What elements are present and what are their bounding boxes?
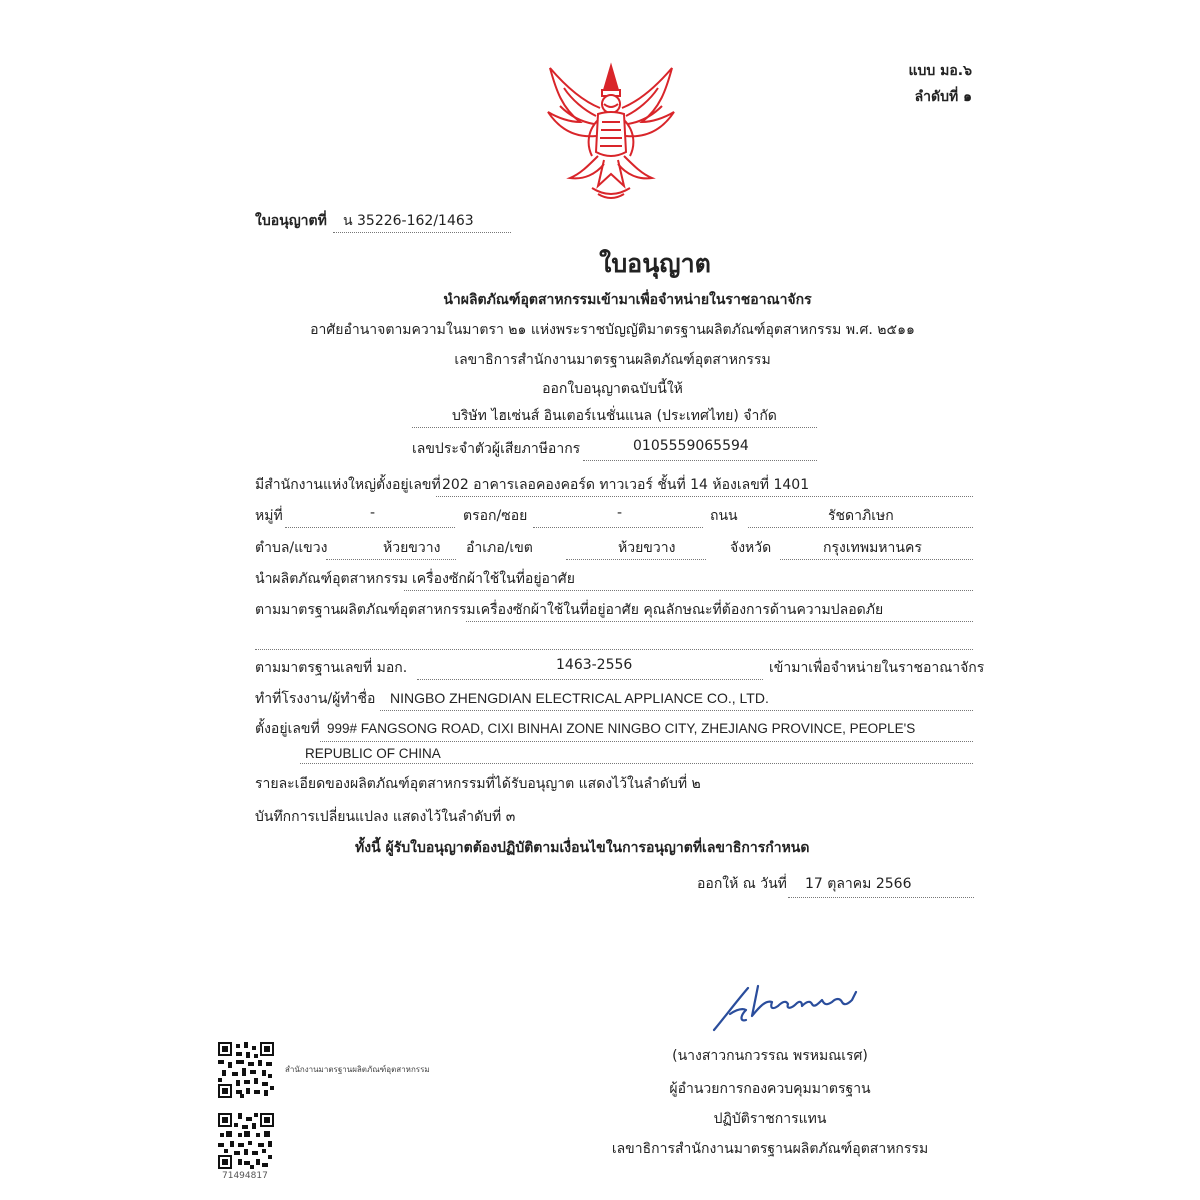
factory-address-line2: REPUBLIC OF CHINA [305,746,441,761]
standard-label: ตามมาตรฐานผลิตภัณฑ์อุตสาหกรรม [255,602,476,618]
company-name: บริษัท ไฮเซ่นส์ อินเตอร์เนชั่นแนล (ประเทศไทย) จำกัด [452,408,777,424]
subdistrict-label: ตำบล/แขวง [255,540,328,556]
road-value: รัชดาภิเษก [828,508,894,524]
standard-no-suffix: เข้ามาเพื่อจำหน่ายในราชอาณาจักร [769,660,985,676]
authority-line-2: เลขาธิการสำนักงานมาตรฐานผลิตภัณฑ์อุตสาหกรรม [454,352,771,368]
condition-note: ทั้งนี้ ผู้รับใบอนุญาตต้องปฏิบัติตามเงื่อนไขในการอนุญาตที่เลขาธิการกำหนด [355,840,810,856]
factory-label: ทำที่โรงงาน/ผู้ทำชื่อ [255,691,376,707]
head-office-label: มีสำนักงานแห่งใหญ่ตั้งอยู่เลขที่ [255,477,441,493]
qr-code-icon[interactable] [218,1042,274,1098]
province-label: จังหวัด [730,540,772,556]
changes-note: บันทึกการเปลี่ยนแปลง แสดงไว้ในลำดับที่ ๓ [255,809,516,825]
product-label: นำผลิตภัณฑ์อุตสาหกรรม [255,571,409,587]
form-code: แบบ มอ.๖ [908,63,972,79]
moo-value: - [370,505,376,521]
authority-line-3: ออกใบอนุญาตฉบับนี้ให้ [542,381,683,397]
authority-line-1: อาศัยอำนาจตามความในมาตรา ๒๑ แห่งพระราชบัญญัติมาตรฐานผลิตภัณฑ์อุตสาหกรรม พ.ศ. ๒๕๑๑ [310,322,915,338]
document-number: 71494817 [222,1171,268,1181]
district-label: อำเภอ/เขต [466,540,533,556]
province-value: กรุงเทพมหานคร [823,540,922,556]
standard-value: เครื่องซักผ้าใช้ในที่อยู่อาศัย คุณลักษณะที่ต้องการด้านความปลอดภัย [476,602,884,618]
moo-label: หมู่ที่ [255,508,283,524]
signatory-name: (นางสาวกนกวรรณ พรหมณเรศ) [672,1048,868,1064]
product-value: เครื่องซักผ้าใช้ในที่อยู่อาศัย [412,571,575,587]
road-label: ถนน [710,508,738,524]
signature-image [706,980,866,1036]
issue-date-label: ออกให้ ณ วันที่ [697,876,787,892]
district-value: ห้วยขวาง [618,540,676,556]
tax-id-value: 0105559065594 [633,438,749,454]
factory-address-line1: 999# FANGSONG ROAD, CIXI BINHAI ZONE NINGBO CITY, ZHEJIANG PROVINCE, PEOPLE'S [327,721,916,736]
form-code-block [908,58,972,110]
qr-code-icon[interactable] [218,1113,274,1169]
head-office-value: 202 อาคารเลอคองคอร์ด ทาวเวอร์ ชั้นที่ 14 ห้องเลขที่ 1401 [442,477,810,493]
license-no-value: น 35226-162/1463 [343,213,474,229]
signatory-position-3: เลขาธิการสำนักงานมาตรฐานผลิตภัณฑ์อุตสาหกรรม [611,1141,929,1157]
factory-address-label: ตั้งอยู่เลขที่ [255,721,320,737]
standard-no-label: ตามมาตรฐานเลขที่ มอก. [255,660,408,676]
form-order: ลำดับที่ ๑ [914,89,972,105]
signatory-position-2: ปฏิบัติราชการแทน [713,1111,827,1127]
subdistrict-value: ห้วยขวาง [383,540,441,556]
factory-value: NINGBO ZHENGDIAN ELECTRICAL APPLIANCE CO., LTD. [390,690,769,706]
details-note: รายละเอียดของผลิตภัณฑ์อุตสาหกรรมที่ได้รับอนุญาต แสดงไว้ในลำดับที่ ๒ [255,776,701,792]
standard-no-value: 1463-2556 [556,657,633,673]
tax-id-label: เลขประจำตัวผู้เสียภาษีอากร [412,441,581,457]
license-no-label: ใบอนุญาตที่ [255,213,327,229]
garuda-emblem-icon [540,60,682,202]
document-title: ใบอนุญาต [599,249,711,278]
document-subtitle: นำผลิตภัณฑ์อุตสาหกรรมเข้ามาเพื่อจำหน่ายในราชอาณาจักร [443,292,812,308]
soi-value: - [617,505,623,521]
soi-label: ตรอก/ซอย [463,508,528,524]
signatory-position-1: ผู้อำนวยการกองควบคุมมาตรฐาน [669,1081,871,1097]
issue-date-value: 17 ตุลาคม 2566 [805,876,912,892]
qr-caption: สำนักงานมาตรฐานผลิตภัณฑ์อุตสาหกรรม [285,1065,430,1074]
